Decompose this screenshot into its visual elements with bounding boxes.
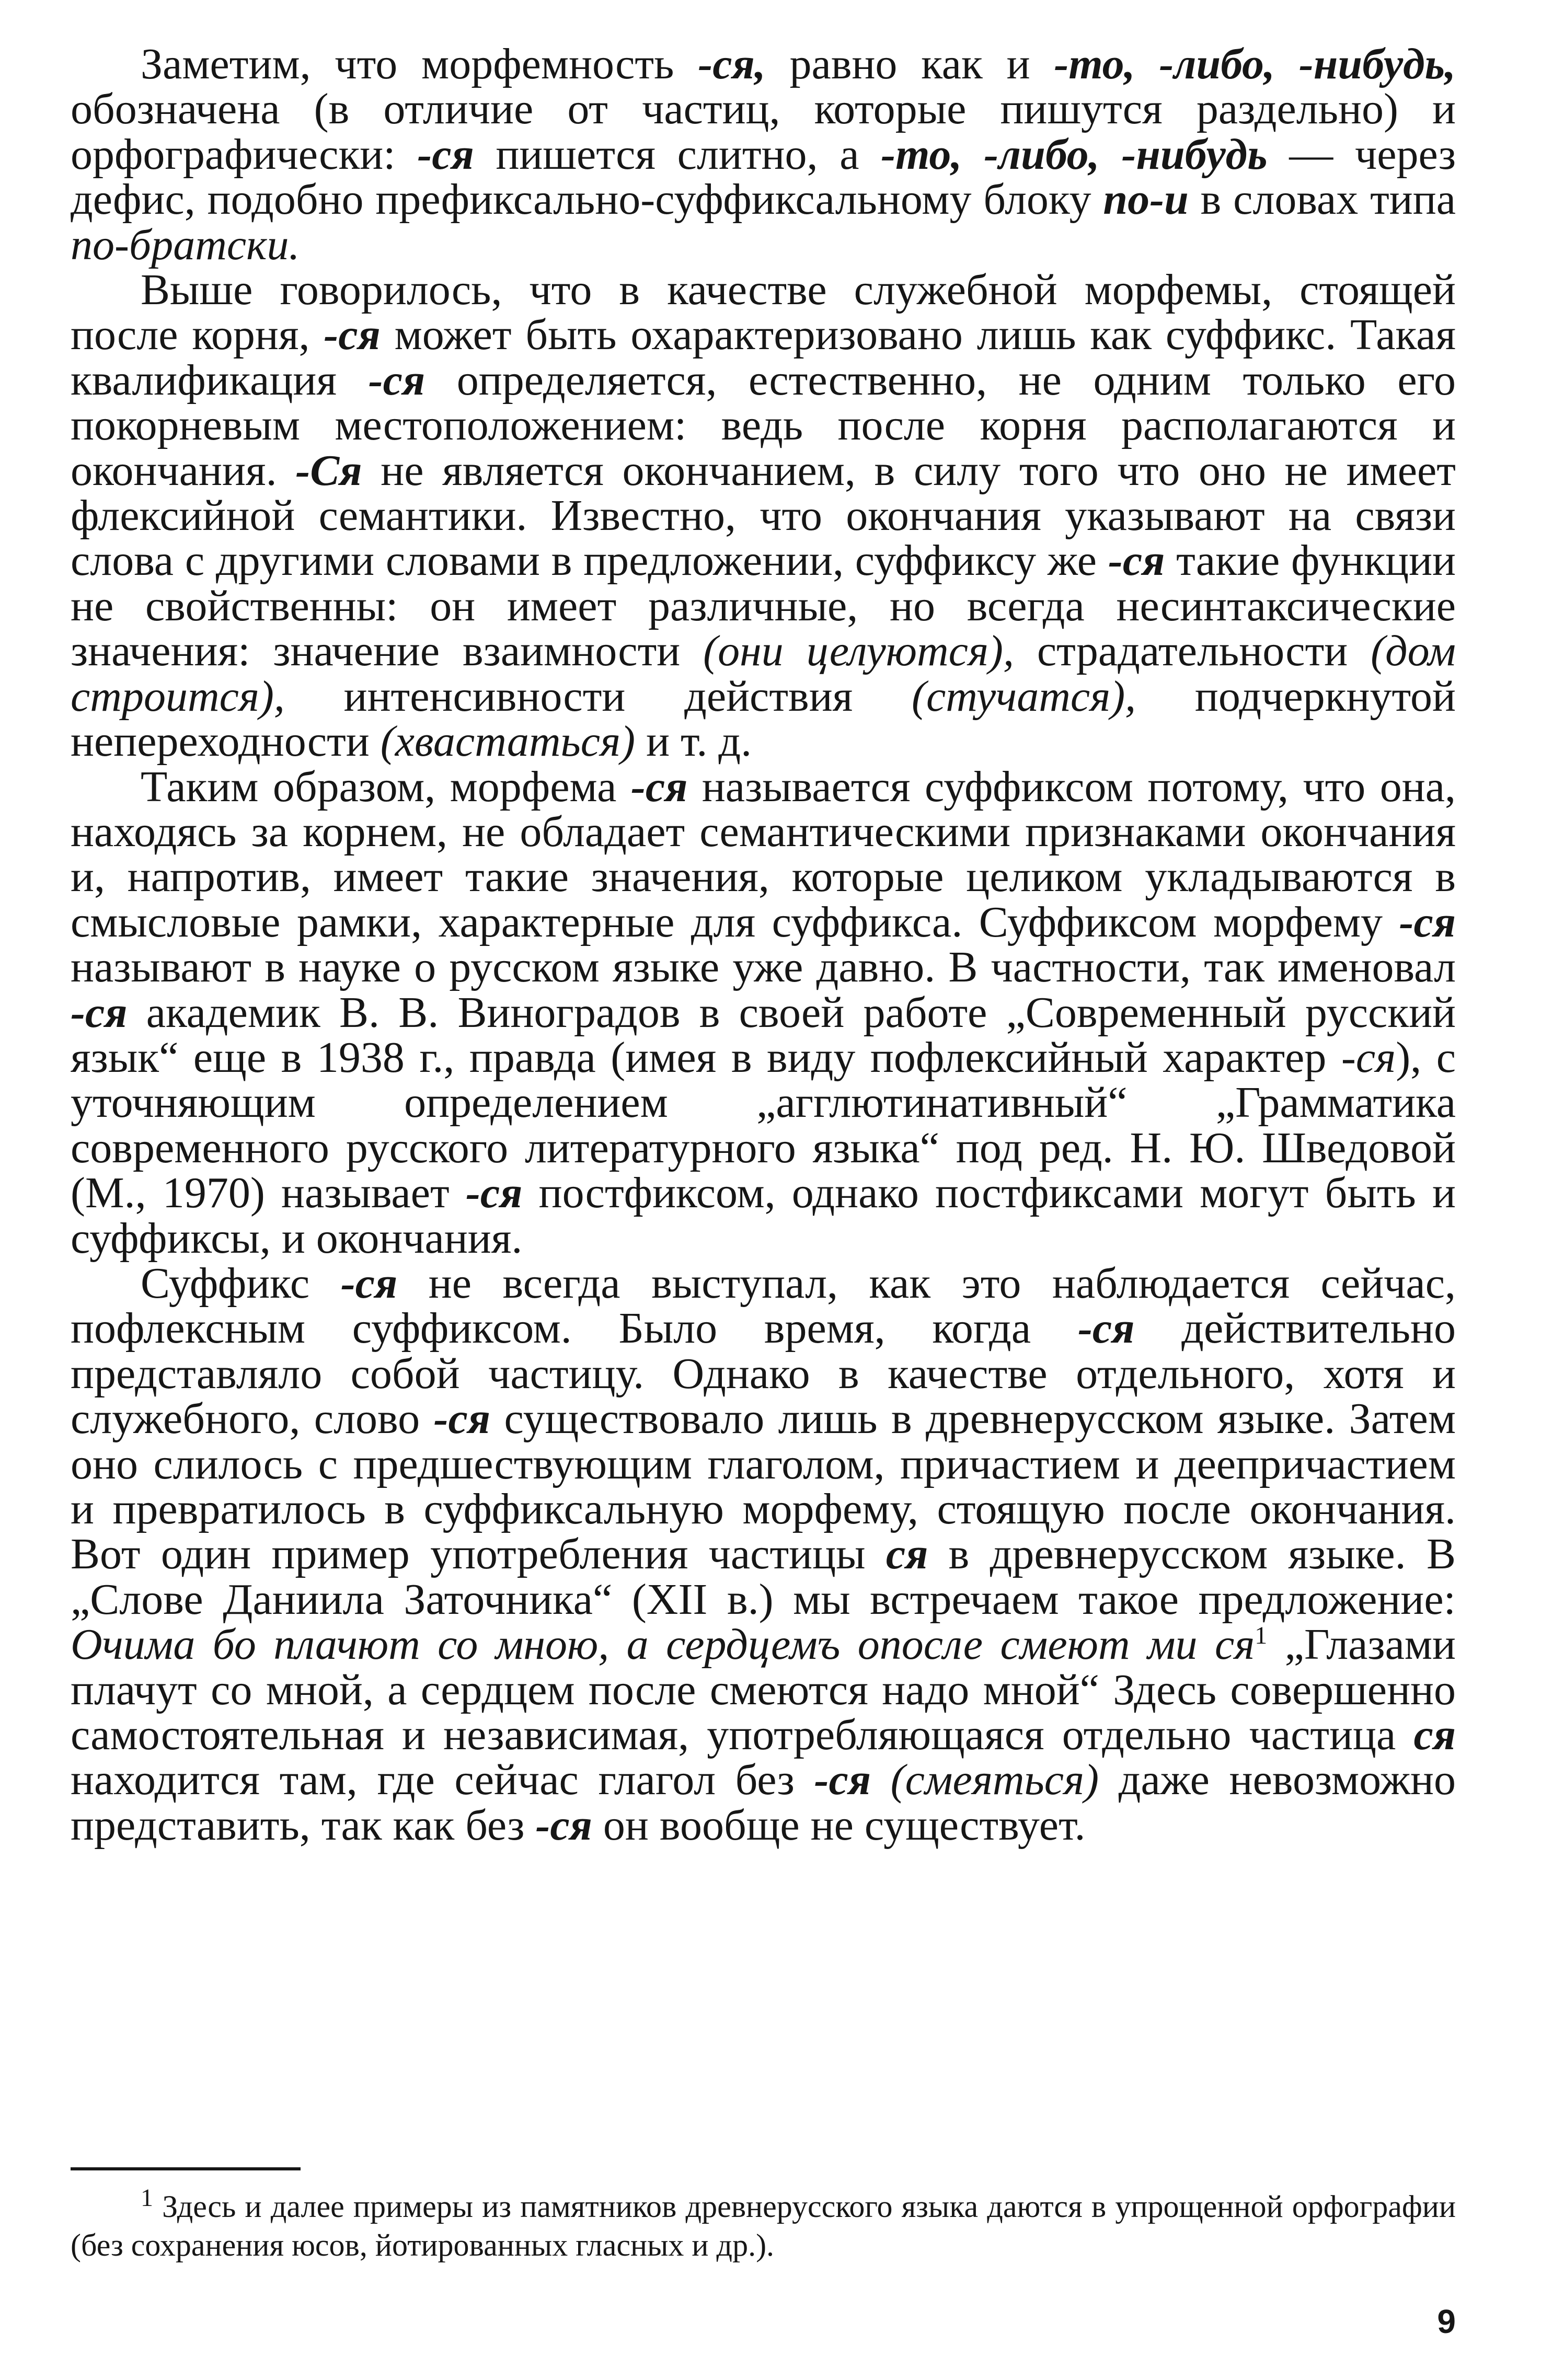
emphasis-bold-italic: -ся	[324, 310, 381, 360]
emphasis-bold-italic: -ся	[1077, 1304, 1135, 1353]
emphasis-bold-italic: -Ся	[295, 446, 362, 495]
text-run: пишется слитно, а	[474, 130, 881, 179]
text-run: такие функции не свойственны: он имеет различные, но всегда несинтаксические значения: значение взаимности	[71, 536, 1456, 676]
text-run: подчеркнутой непереходности	[71, 672, 1456, 766]
emphasis-bold-italic: -ся	[630, 762, 688, 811]
footnote	[71, 2184, 1456, 2265]
text-run: интенсивности действия	[284, 672, 912, 721]
emphasis-bold-italic: -ся	[368, 355, 426, 405]
text-run: в словах типа	[1188, 175, 1456, 224]
emphasis-bold-italic: -ся	[814, 1755, 871, 1805]
text-run: „Глазами плачут со мной, а сердцем после смеются надо мной“ Здесь совершенно самостоятельная и независимая, употребляющаяся отдельно частица	[71, 1620, 1456, 1760]
text-run: Таким образом, морфема	[141, 762, 631, 811]
text-run: даже невозможно представить, так как без	[71, 1755, 1456, 1850]
emphasis-bold-italic: -ся,	[698, 40, 766, 88]
emphasis-italic: Очима бо плачют со мною, а сердцемъ опосле смеют ми ся	[71, 1620, 1255, 1669]
text-run: академик В. В. Виноградов в своей работе „Современный русский язык“ еще в 1938 г., правда (имея в виду пофлексийный характер	[71, 988, 1456, 1082]
emphasis-bold-italic: -ся	[1108, 536, 1165, 585]
emphasis-bold-italic: -ся	[1399, 897, 1456, 946]
text-run: ), с уточняющим определением „агглютинативный“ „Грамматика современного русского литературного языка“ под ред. Н. Ю. Шведовой (М., 1970) называет	[71, 1033, 1456, 1218]
text-run: определяется, естественно, не одним только его покорневым местоположением: ведь после корня располагаются и окончания.	[71, 355, 1456, 495]
text-run: — через дефис, подобно префиксально-суффиксальному блоку	[71, 130, 1456, 224]
text-run: Заметим, что морфемность	[141, 40, 698, 88]
text-run: Суффикс	[141, 1258, 341, 1308]
emphasis-italic: (хвастаться)	[380, 717, 636, 766]
text-run	[871, 1755, 891, 1804]
emphasis-bold-italic: -ся	[417, 130, 474, 179]
main-text	[71, 42, 1456, 1848]
emphasis-bold-italic: ся	[1413, 1711, 1456, 1760]
emphasis-italic: по-братски.	[71, 220, 300, 269]
text-run: называется суффиксом потому, что она, находясь за корнем, не обладает семантическими признаками окончания и, напротив, имеет такие значения, которые целиком укладываются в смысловые рамки, характерные для суффикса. Суффиксом морфему	[71, 762, 1456, 946]
emphasis-italic: (они целуются),	[703, 627, 1014, 676]
emphasis-bold-italic: -ся	[340, 1258, 398, 1308]
footnote-separator	[71, 2167, 301, 2170]
emphasis-italic: (смеяться)	[890, 1755, 1099, 1805]
paragraph-4	[71, 1258, 1456, 1850]
footnote-marker: 1	[141, 2184, 153, 2212]
text-run: и т. д.	[635, 717, 752, 766]
emphasis-bold-italic: -ся	[433, 1394, 491, 1443]
text-run: называют в науке о русском языке уже давно. В частности, так именовал	[71, 943, 1456, 992]
paragraph-1	[71, 42, 1456, 268]
text-run: может быть охарактеризовано лишь как суффикс. Такая квалификация	[71, 310, 1456, 405]
emphasis-bold-italic: -то, -либо, -нибудь	[881, 130, 1268, 179]
paragraph-3	[71, 762, 1456, 1263]
paragraph-2	[71, 265, 1456, 766]
text-run: не является окончанием, в силу того что оно не имеет флексийной семантики. Известно, что окончания указывают на связи слова с другими словами в предложении, суффиксу же	[71, 446, 1456, 585]
text-run: обозначена (в отличие от частиц, которые пишутся раздельно) и орфографически:	[71, 85, 1456, 179]
page-number: 9	[1437, 2303, 1456, 2340]
text-run: он вообще не существует.	[592, 1800, 1086, 1850]
emphasis-italic: (стучатся),	[912, 672, 1136, 721]
text-run: не всегда выступал, как это наблюдается сейчас, пофлексным суффиксом. Было время, когда	[71, 1258, 1456, 1353]
emphasis-bold-italic: -ся	[535, 1800, 592, 1850]
text-run: существовало лишь в древнерусском языке. Затем оно слилось с предшествующим глаголом, причастием и деепричастием и превратилось в суффиксальную морфему, стоящую после окончания. Вот один пример употребления частицы	[71, 1394, 1456, 1579]
emphasis-italic: -ся	[1341, 1033, 1396, 1082]
text-run: страдательности	[1014, 627, 1371, 676]
emphasis-bold-italic: -ся	[465, 1169, 523, 1218]
text-run: Выше говорилось, что в качестве служебной морфемы, стоящей после корня,	[71, 265, 1456, 360]
footnote-reference: 1	[1255, 1622, 1268, 1650]
text-run: равно как и	[765, 40, 1054, 88]
text-run: находится там, где сейчас глагол без	[71, 1755, 814, 1805]
emphasis-bold-italic: ся	[886, 1530, 928, 1579]
emphasis-bold-italic: по-и	[1103, 175, 1189, 224]
text-run: действительно представляло собой частицу. Однако в качестве отдельного, хотя и служебного, слово	[71, 1304, 1456, 1443]
footnote-text: Здесь и далее примеры из памятников древнерусского языка даются в упрощенной орфографии (без сохранения юсов, йотированных гласных и др.).	[71, 2189, 1456, 2262]
emphasis-bold-italic: -ся	[71, 988, 128, 1037]
emphasis-italic: (дом строится),	[71, 627, 1456, 721]
text-run: в древнерусском языке. В „Слове Даниила Заточника“ (XII в.) мы встречаем такое предложение:	[71, 1530, 1456, 1624]
text-run: постфиксом, однако постфиксами могут быть и суффиксы, и окончания.	[71, 1169, 1456, 1263]
emphasis-bold-italic: -то, -либо, -нибудь,	[1054, 40, 1456, 88]
